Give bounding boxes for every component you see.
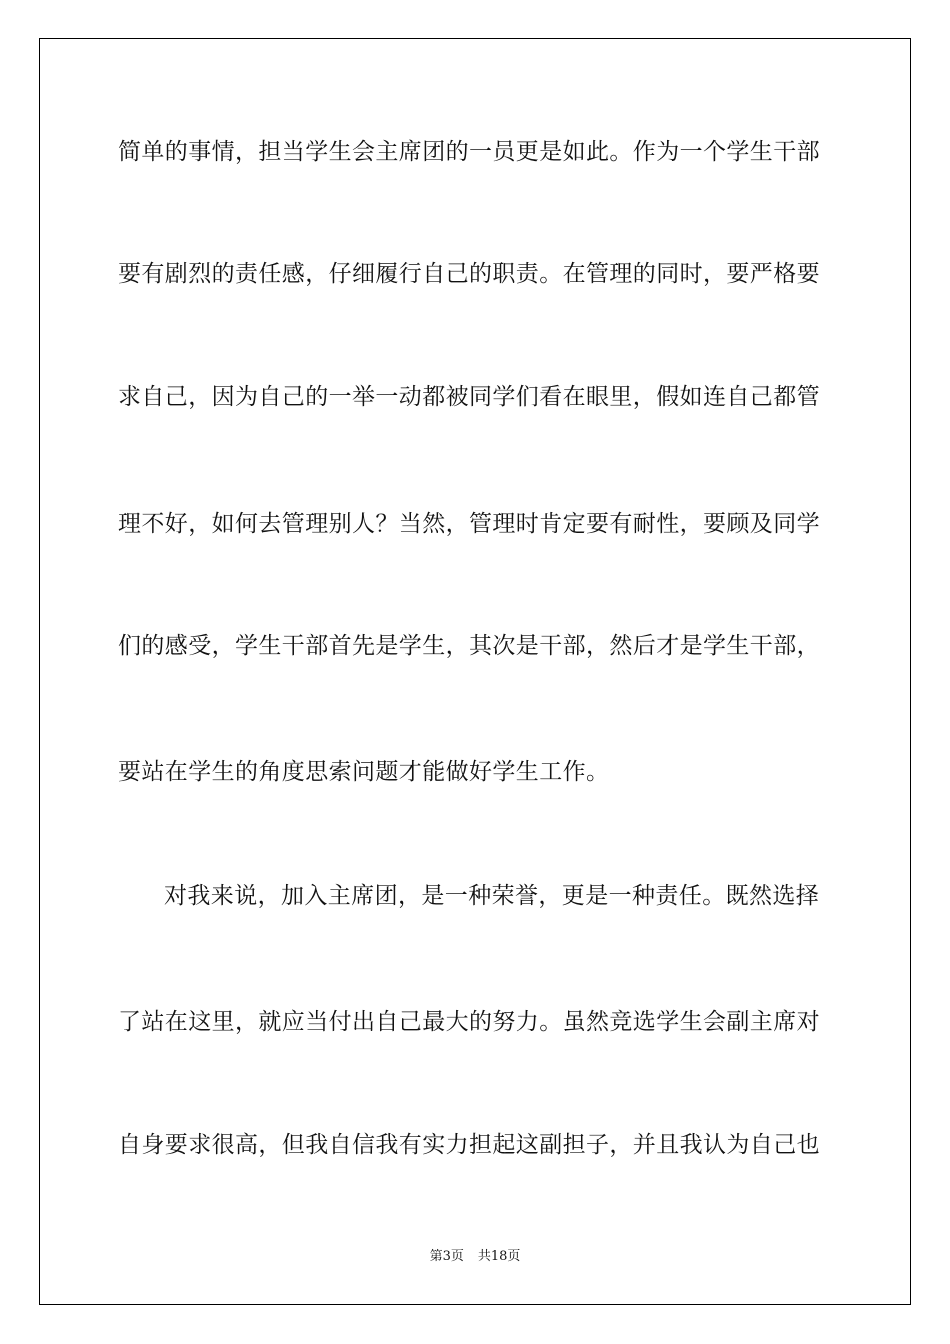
page-border bbox=[39, 38, 911, 1305]
body-text-line: 要有剧烈的责任感，仔细履行自己的职责。在管理的同时，要严格要 bbox=[118, 261, 820, 287]
body-text-line: 要站在学生的角度思索问题才能做好学生工作。 bbox=[118, 759, 610, 785]
body-text-line: 简单的事情，担当学生会主席团的一员更是如此。作为一个学生干部 bbox=[118, 139, 820, 165]
page-number: 第3页 bbox=[429, 1249, 464, 1264]
body-text-line: 了站在这里，就应当付出自己最大的努力。虽然竞选学生会副主席对 bbox=[118, 1009, 820, 1035]
page-total: 共18页 bbox=[477, 1249, 521, 1264]
body-text-line: 理不好，如何去管理别人？当然，管理时肯定要有耐性，要顾及同学 bbox=[118, 511, 820, 537]
body-text-line: 求自己，因为自己的一举一动都被同学们看在眼里，假如连自己都管 bbox=[118, 384, 820, 410]
body-text-line: 们的感受，学生干部首先是学生，其次是干部，然后才是学生干部， bbox=[118, 633, 820, 659]
body-text-line: 自身要求很高，但我自信我有实力担起这副担子，并且我认为自己也 bbox=[118, 1132, 820, 1158]
page-footer bbox=[0, 1245, 950, 1264]
paragraph-first-line: 对我来说，加入主席团，是一种荣誉，更是一种责任。既然选择 bbox=[164, 883, 820, 909]
